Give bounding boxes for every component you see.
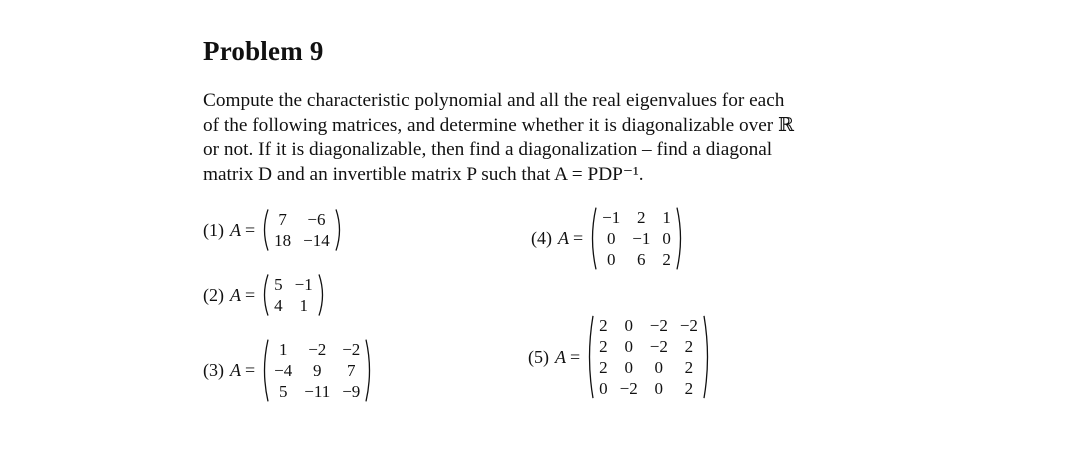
matrix-entry: 18 (274, 231, 292, 250)
right-parenthesis (676, 207, 684, 270)
problem-1 (203, 209, 343, 251)
matrix-entry: 0 (624, 316, 633, 335)
description-line: or not. If it is diagonalizable, then find a diagonalization – find a diagonal (203, 139, 773, 160)
matrix-row (268, 381, 366, 402)
matrix-row (596, 228, 677, 249)
left-parenthesis (261, 209, 269, 251)
matrix (586, 315, 711, 399)
matrix-entry: 5 (278, 382, 288, 401)
matrix-entry: 0 (606, 250, 616, 269)
matrix-entry: −1 (294, 275, 313, 294)
matrix-entry: 7 (278, 210, 287, 229)
matrix-variable: A (555, 346, 566, 367)
matrix (589, 207, 684, 270)
matrix-entry: 1 (278, 340, 288, 359)
problem-5 (528, 315, 711, 399)
matrix-entry: 2 (599, 316, 608, 335)
matrix-variable: A (230, 284, 241, 305)
matrix-entries (268, 274, 319, 316)
matrix-entry: 2 (599, 337, 608, 356)
matrix-entry: 0 (654, 358, 664, 377)
left-parenthesis (261, 339, 269, 402)
right-parenthesis (365, 339, 373, 402)
problem-label: (4) (531, 228, 552, 248)
matrix-entry: −4 (274, 361, 293, 380)
problem-label: (3) (203, 360, 224, 380)
matrix-entry: 4 (274, 296, 283, 315)
matrix-row (593, 378, 704, 399)
matrix-entry: −1 (602, 208, 621, 227)
matrix-entry: 5 (274, 275, 283, 294)
matrix-entry: −9 (342, 382, 361, 401)
matrix-row (268, 295, 319, 316)
problem-4 (531, 207, 684, 270)
matrix-entry: −14 (303, 231, 330, 250)
description-line: matrix D and an invertible matrix P such that A = PDP⁻¹. (203, 163, 644, 185)
matrix-entry: 9 (312, 361, 322, 380)
equals-sign: = (245, 284, 256, 305)
equals-sign: = (570, 346, 581, 367)
matrix-entry: −2 (308, 340, 327, 359)
matrix (261, 274, 326, 316)
matrix-row (268, 339, 366, 360)
matrix-entry: 2 (684, 337, 694, 356)
problem-description (203, 89, 893, 187)
problem-label: (1) (203, 219, 224, 240)
problem-label: (5) (528, 346, 549, 367)
matrix-entry: 0 (599, 379, 608, 398)
matrix-entry: 2 (599, 358, 608, 377)
equals-sign: = (573, 228, 584, 248)
matrix-entry: 0 (662, 229, 671, 248)
matrix-entry: 0 (624, 358, 633, 377)
matrix-entry: −1 (632, 229, 651, 248)
matrix-entry: 0 (624, 337, 633, 356)
matrix-entries (596, 207, 677, 270)
matrix-entry: −2 (679, 316, 698, 335)
description-line: of the following matrices, and determine whether it is diagonalizable over ℝ (203, 114, 795, 136)
matrix-entry: −2 (649, 337, 668, 356)
matrix-entries (268, 339, 366, 402)
matrix-entry: 0 (654, 379, 664, 398)
matrix-variable: A (230, 219, 241, 240)
right-parenthesis (318, 274, 326, 316)
right-parenthesis (335, 209, 343, 251)
left-parenthesis (586, 315, 594, 399)
problem-label: (2) (203, 284, 224, 305)
matrix-entry: 6 (637, 250, 646, 269)
equals-sign: = (245, 219, 256, 240)
matrix-entry: 2 (684, 379, 694, 398)
right-parenthesis (703, 315, 711, 399)
problem-3 (203, 339, 373, 402)
matrix (261, 339, 373, 402)
matrix-variable: A (230, 360, 241, 380)
matrix-row (593, 315, 704, 336)
matrix-row (268, 274, 319, 295)
matrix-entries (268, 209, 336, 251)
matrix-entry: −2 (619, 379, 638, 398)
matrix-row (593, 357, 704, 378)
matrix-entry: 1 (662, 208, 671, 227)
matrix-entry: −2 (342, 340, 361, 359)
matrix-entry: 1 (299, 296, 308, 315)
left-parenthesis (589, 207, 597, 270)
matrix-entry: −11 (304, 382, 331, 401)
matrix-row (268, 230, 336, 251)
matrix (261, 209, 343, 251)
matrix-entry: −6 (307, 210, 326, 229)
matrix-row (596, 207, 677, 228)
problem-2 (203, 274, 326, 316)
description-line: Compute the characteristic polynomial and all the real eigenvalues for each (203, 90, 785, 111)
matrix-entry: 2 (637, 208, 646, 227)
matrix-entry: 2 (662, 250, 671, 269)
left-parenthesis (261, 274, 269, 316)
matrix-row (268, 209, 336, 230)
matrix-row (268, 360, 366, 381)
matrix-row (596, 249, 677, 270)
matrix-entries (593, 315, 704, 399)
matrix-entry: −2 (649, 316, 668, 335)
matrix-row (593, 336, 704, 357)
matrix-variable: A (558, 228, 569, 248)
matrix-entry: 7 (347, 361, 356, 380)
matrix-entry: 2 (684, 358, 694, 377)
equals-sign: = (245, 360, 256, 380)
matrix-entry: 0 (606, 229, 616, 248)
problem-title: Problem 9 (203, 36, 324, 66)
